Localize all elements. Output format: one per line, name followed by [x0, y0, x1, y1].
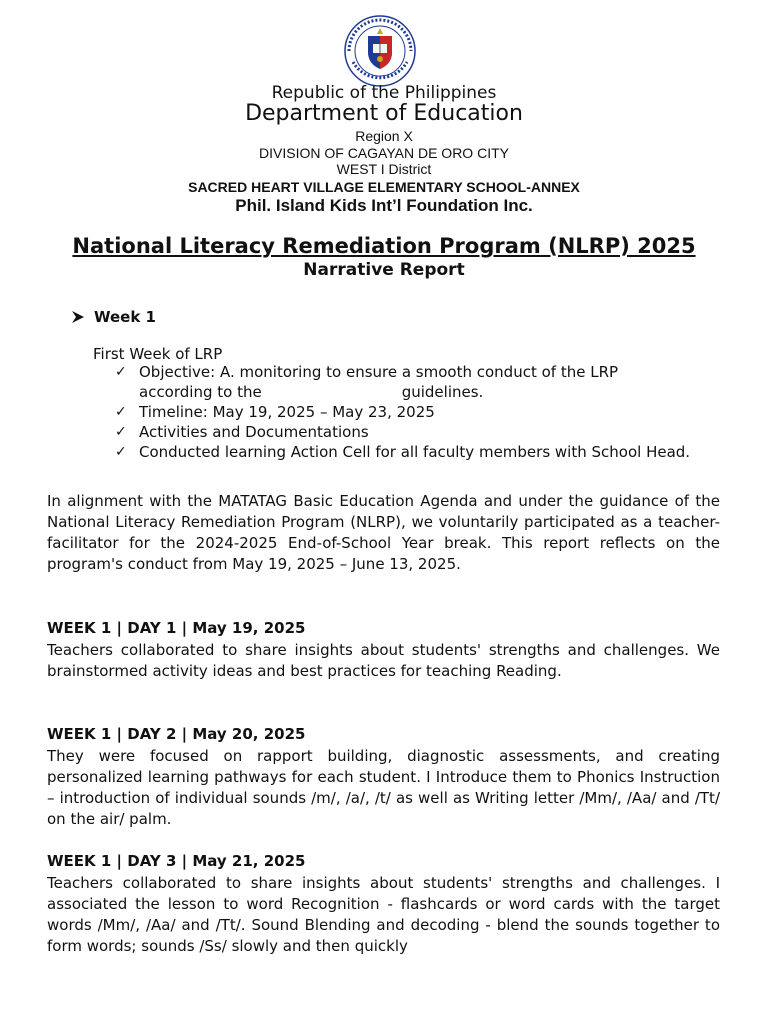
list-item: [115, 362, 715, 402]
list-item: [115, 442, 715, 462]
deped-seal-icon: [339, 14, 421, 88]
checkmark-icon: ✓: [115, 404, 127, 420]
list-item: [115, 402, 715, 422]
objective-line-1: Objective: A. monitoring to ensure a smooth conduct of the LRP: [139, 363, 619, 381]
week-heading-text: Week 1: [94, 308, 156, 326]
checkmark-icon: ✓: [115, 444, 127, 460]
checkmark-icon: ✓: [115, 424, 127, 440]
arrowhead-bullet-icon: [70, 310, 86, 324]
activities-text: Activities and Documentations: [139, 423, 369, 441]
school-name: SACRED HEART VILLAGE ELEMENTARY SCHOOL-ANNEX: [188, 179, 580, 195]
republic-line: Republic of the Philippines: [271, 83, 497, 103]
week-heading: [70, 308, 156, 326]
day-2-body: They were focused on rapport building, diagnostic assessments, and creating personalized learning pathways for each student. I Introduce them to Phonics Instruction – introduction of individual sounds /m/, /a/, /t/ as well as Writing letter /Mm/, /Aa/ and /Tt/ on the air/ palm.: [47, 747, 720, 828]
day-3-heading: WEEK 1 | DAY 3 | May 21, 2025: [47, 852, 306, 870]
district-line: WEST I District: [336, 161, 432, 177]
checkmark-icon: ✓: [115, 364, 127, 380]
intro-paragraph: In alignment with the MATATAG Basic Education Agenda and under the guidance of the National Literacy Remediation Program (NLRP), we voluntarily participated as a teacher-facilitator for the 2024-2025 End-of-School Year break. This report reflects on the program's conduct from May 19, 2025 – June 13, 2025.: [47, 492, 720, 573]
division-line: DIVISION OF CAGAYAN DE ORO CITY: [259, 145, 509, 161]
day-2-heading: WEEK 1 | DAY 2 | May 20, 2025: [47, 725, 306, 743]
lac-text: Conducted learning Action Cell for all faculty members with School Head.: [139, 443, 691, 461]
week-checklist: [115, 362, 715, 462]
region-line: Region X: [355, 128, 413, 144]
objective-line-2a: according to the: [139, 383, 262, 401]
day-1-heading: WEEK 1 | DAY 1 | May 19, 2025: [47, 619, 306, 637]
department-line: Department of Education: [245, 101, 523, 126]
day-1-body: Teachers collaborated to share insights about students' strengths and challenges. We brainstormed activity ideas and best practices for teaching Reading.: [47, 641, 720, 680]
report-subtitle: Narrative Report: [303, 260, 465, 280]
timeline-text: Timeline: May 19, 2025 – May 23, 2025: [139, 403, 435, 421]
list-item: [115, 422, 715, 442]
day-3-body: Teachers collaborated to share insights about students' strengths and challenges. I associated the lesson to word Recognition - flashcards or word cards with the target words /Mm/, /Aa/ and /Tt/. Sound Blending and decoding - blend the sounds together to form words; sounds /Ss/ slowly and then quickly: [47, 874, 720, 955]
foundation-name: Phil. Island Kids Int’l Foundation Inc.: [235, 196, 533, 215]
week-intro: First Week of LRP: [93, 345, 223, 363]
objective-line-2b: guidelines.: [401, 383, 484, 401]
report-title: National Literacy Remediation Program (NLRP) 2025: [72, 234, 696, 258]
